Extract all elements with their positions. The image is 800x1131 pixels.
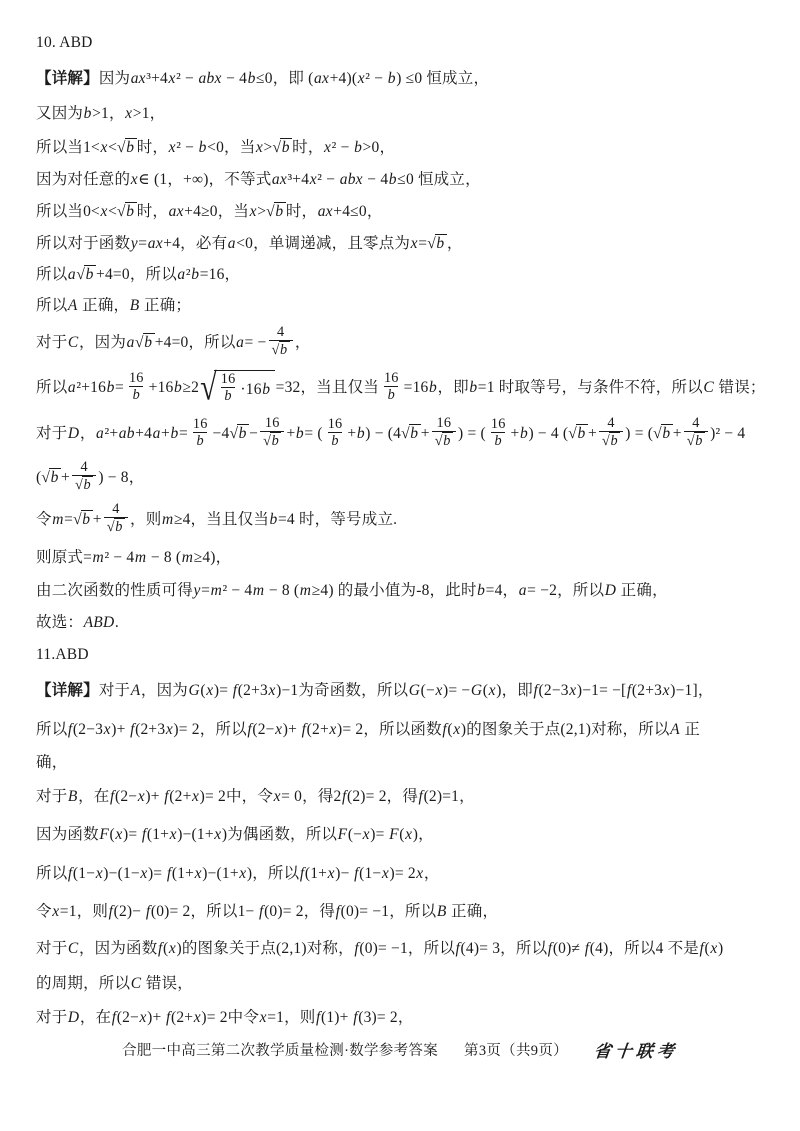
fraction: $\frac{16}{b}$ (128, 369, 144, 403)
fraction: $\frac{16}{b}$ (327, 415, 343, 449)
sqrt: √b (266, 202, 286, 221)
fraction: $\frac{16}{b}$ (192, 415, 208, 449)
fraction: $\frac{16}{b}$ (490, 415, 506, 449)
fraction: $\frac{4}{√b}$ (269, 324, 293, 359)
text-line: 令x=1，则f(2)− f(0)= 2，所以1− f(0)= 2，得f(0)= −1，所以B 正确， (36, 903, 499, 920)
sqrt: √b (263, 432, 281, 450)
sqrt: √b (107, 518, 125, 536)
sqrt: √b (117, 202, 137, 221)
sqrt: √b (401, 424, 421, 443)
sqrt: √b (229, 424, 249, 443)
text-line: 对于D，a²+ab+4a+b= $\frac{16}{b}$ −4√b − $\frac{16}{√b}$ +b= ( $\frac{16}{b}$ +b) − (4√b + $\frac{16}{√b}$ ) = ( $\frac{16}{b}$ +b) − 4 (√b + $\frac{4}{√b}$ ) = (√b + $\frac{4}{√b}$ )² − 4 (36, 414, 746, 450)
content (36, 26, 774, 1034)
text-line: 所以当1<x<√b 时，x² − b<0，当x>√b 时，x² − b>0， (36, 139, 396, 156)
text-line: 的周期，所以C 错误， (36, 975, 193, 992)
text-line: 所以A 正确，B 正确； (36, 297, 192, 314)
text-line: 又因为b>1，x>1， (36, 105, 166, 122)
fraction: $\frac{4}{√b}$ (72, 459, 96, 494)
sqrt: √b (41, 468, 61, 487)
footer-exam-title: 合肥一中高三第二次教学质量检测·数学参考答案 (122, 1042, 439, 1059)
sqrt: √b (687, 432, 705, 450)
text-line: 所以f(2−3x)+ f(2+3x)= 2，所以f(2−x)+ f(2+x)= 2，所以函数f(x)的图象关于点(2,1)对称，所以A 正 (36, 721, 701, 738)
text-line: (√b + $\frac{4}{√b}$ ) − 8， (36, 458, 145, 494)
fraction: $\frac{4}{√b}$ (599, 415, 623, 450)
sqrt: √b (568, 424, 588, 443)
sqrt: √b (272, 138, 292, 157)
sqrt: √b (653, 424, 673, 443)
text-line: 10. ABD (36, 34, 93, 51)
sqrt: √b (135, 333, 155, 352)
fraction: $\frac{4}{√b}$ (104, 501, 128, 536)
text-line: 所以a√b +4=0，所以a²b=16， (36, 266, 241, 283)
text-line: 所以a²+16b= $\frac{16}{b}$ +16b≥2 √ 16 b ·16 b =32，当且仅当 $\frac{16}{b}$ =16b，即b=1 时取等号，与条件不符，所以C 错误； (36, 367, 766, 409)
fraction: $\frac{16}{b}$ (383, 369, 399, 403)
sqrt: √b (427, 234, 447, 253)
text-line: 对于C，因为函数f(x)的图象关于点(2,1)对称，f(0)= −1，所以f(4)= 3，所以f(0)≠ f(4)，所以4 不是f(x) (36, 940, 724, 957)
text-line: 所以当0<x<√b 时，ax+4≥0，当x>√b 时，ax+4≤0， (36, 203, 383, 220)
text-line: 【详解】因为ax³+4x² − abx − 4b≤0，即 (ax+4)(x² − b) ≤0 恒成立， (36, 70, 490, 87)
text-line: 故选：ABD. (36, 614, 119, 631)
text-line: 因为对任意的x∈ (1，+∞)，不等式ax³+4x² − abx − 4b≤0 恒成立， (36, 171, 481, 188)
sqrt: √b (435, 432, 453, 450)
sqrt: √b (73, 510, 93, 529)
sqrt: √b (75, 476, 93, 494)
text-line: 对于C，因为a√b +4=0，所以a= − $\frac{4}{√b}$ ， (36, 323, 311, 359)
text-line: 【详解】对于A，因为G(x)= f(2+3x)−1为奇函数，所以G(−x)= −G(x)，即f(2−3x)−1= −[f(2+3x)−1]， (36, 682, 714, 699)
text-line: 令m=√b + $\frac{4}{√b}$ ，则m≥4，当且仅当b=4 时，等号成立. (36, 500, 398, 536)
sqrt: √b (76, 265, 96, 284)
fraction: $\frac{16}{√b}$ (260, 415, 284, 450)
text-line: 确， (36, 754, 68, 771)
text-line: 对于D，在f(2−x)+ f(2+x)= 2中令x=1，则f(1)+ f(3)= 2， (36, 1009, 414, 1026)
page-footer (0, 1036, 800, 1062)
fraction: $\frac{4}{√b}$ (684, 415, 708, 450)
sqrt: √ 16 b ·16 b (200, 370, 275, 407)
text-line: 由二次函数的性质可得y=m² − 4m − 8 (m≥4) 的最小值为-8，此时b=4，a= −2，所以D 正确， (36, 582, 668, 599)
fraction: 16 b (220, 371, 236, 405)
text-line: 因为函数F(x)= f(1+x)−(1+x)为偶函数，所以F(−x)= F(x)， (36, 826, 434, 843)
text-line: 所以对于函数y=ax+4，必有a<0，单调递减，且零点为x=√b ， (36, 235, 463, 252)
fraction: $\frac{16}{√b}$ (432, 415, 456, 450)
text-line: 则原式=m² − 4m − 8 (m≥4)， (36, 549, 232, 566)
sqrt: √b (117, 138, 137, 157)
sqrt: √b (272, 341, 290, 359)
text-line: 所以f(1−x)−(1−x)= f(1+x)−(1+x)，所以f(1+x)− f(1−x)= 2x， (36, 865, 440, 882)
sqrt: √b (602, 432, 620, 450)
text-line: 11.ABD (36, 646, 89, 663)
exam-stamp: 省十联考 (592, 1041, 679, 1061)
text-line: 对于B，在f(2−x)+ f(2+x)= 2中，令x= 0，得2f(2)= 2，得f(2)=1， (36, 788, 475, 805)
footer-page-number: 第3页（共9页） (464, 1042, 568, 1059)
